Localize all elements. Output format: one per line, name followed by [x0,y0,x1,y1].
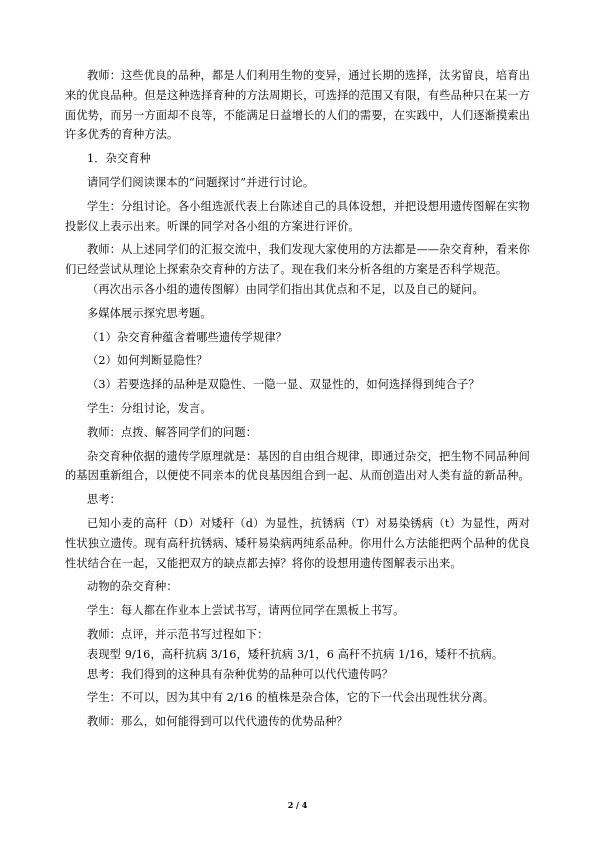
paragraph-student-group-discussion: 学生：分组讨论。各小组选派代表上台陈述自己的具体设想，并把设想用遗传图解在实物投影仪上表示出来。听课的同学对各小组的方案进行评价。 [65,199,530,233]
paragraph-teacher-intro: 教师：这些优良的品种，都是人们利用生物的变异，通过长期的选择，汰劣留良，培育出来的优良品种。但是这种选择育种的方法周期长，可选择的范围又有限，有些品种只在某一方面优势，而另一方面却不良等，不能满足日益增长的人们的需要，在实践中，人们逐渐摸索出许多优秀的育种方法。 [65,69,530,142]
paragraph-think-label: 思考： [87,493,122,507]
paragraph-teacher-demo: 教师：点评，并示范书写过程如下： [87,627,269,641]
paragraph-animal-breeding: 动物的杂交育种： [87,580,178,594]
paragraph-teacher-question: 教师：那么，如何能得到可以代代遗传的优势品种？ [87,715,348,729]
paragraph-think-question: 思考：我们得到的这种具有杂种优势的品种可以代代遗传吗？ [87,667,394,681]
paragraph-show-diagrams: （再次出示各小组的遗传图解）由同学们指出其优点和不足，以及自己的疑问。 [87,282,484,296]
document-body [65,66,530,732]
paragraph-phenotype-ratio: 表现型 9/16，高秆抗病 3/16，矮秆抗病 3/1，6 高秆不抗病 1/16，矮秆不抗病。 [87,647,504,661]
question-1: （1）杂交育种蕴含着哪些遗传学规律？ [87,330,288,344]
paragraph-student-discuss: 学生：分组讨论，发言。 [87,401,212,415]
paragraph-wheat-problem: 已知小麦的高秆（D）对矮秆（d）为显性，抗锈病（T）对易染锈病（t）为显性，两对性状独立遗传。现有高秆抗锈病、矮秆易染病两纯系品种。你用什么方法能把两个品种的优良性状结合在一起，又能把双方的缺点都去掉？将你的设想用遗传图解表示出来。 [65,516,530,570]
question-2: （2）如何判断显隐性？ [87,354,208,368]
paragraph-teacher-guidance: 教师：点拨、解答同学们的问题： [87,425,258,439]
paragraph-student-write: 学生：每人都在作业本上尝试书写，请两位同学在黑板上书写。 [87,604,405,618]
section-heading-cross-breeding: 1．杂交育种 [87,152,151,166]
paragraph-teacher-summary: 教师：从上述同学们的汇报交流中，我们发现大家使用的方法都是——杂交育种，看来你们已经尝试从理论上探索杂交育种的方法了。现在我们来分析各组的方案是否科学规范。 [65,243,530,277]
paragraph-multimedia-questions: 多媒体展示探究思考题。 [87,306,212,320]
page-number: 2 / 4 [287,800,308,810]
paragraph-student-answer: 学生：不可以，因为其中有 2/16 的植株是杂合体，它的下一代会出现性状分离。 [87,691,495,705]
paragraph-genetic-principle: 杂交育种依据的遗传学原理就是：基因的自由组合规律，即通过杂交，把生物不同品种间的基因重新组合，以便使不同亲本的优良基因组合到一起、从而创造出对人类有益的新品种。 [65,449,530,483]
paragraph-read-textbook: 请同学们阅读课本的“问题探讨”并进行讨论。 [87,175,315,189]
question-3: （3）若要选择的品种是双隐性、一隐一显、双显性的，如何选择得到纯合子？ [87,378,480,392]
